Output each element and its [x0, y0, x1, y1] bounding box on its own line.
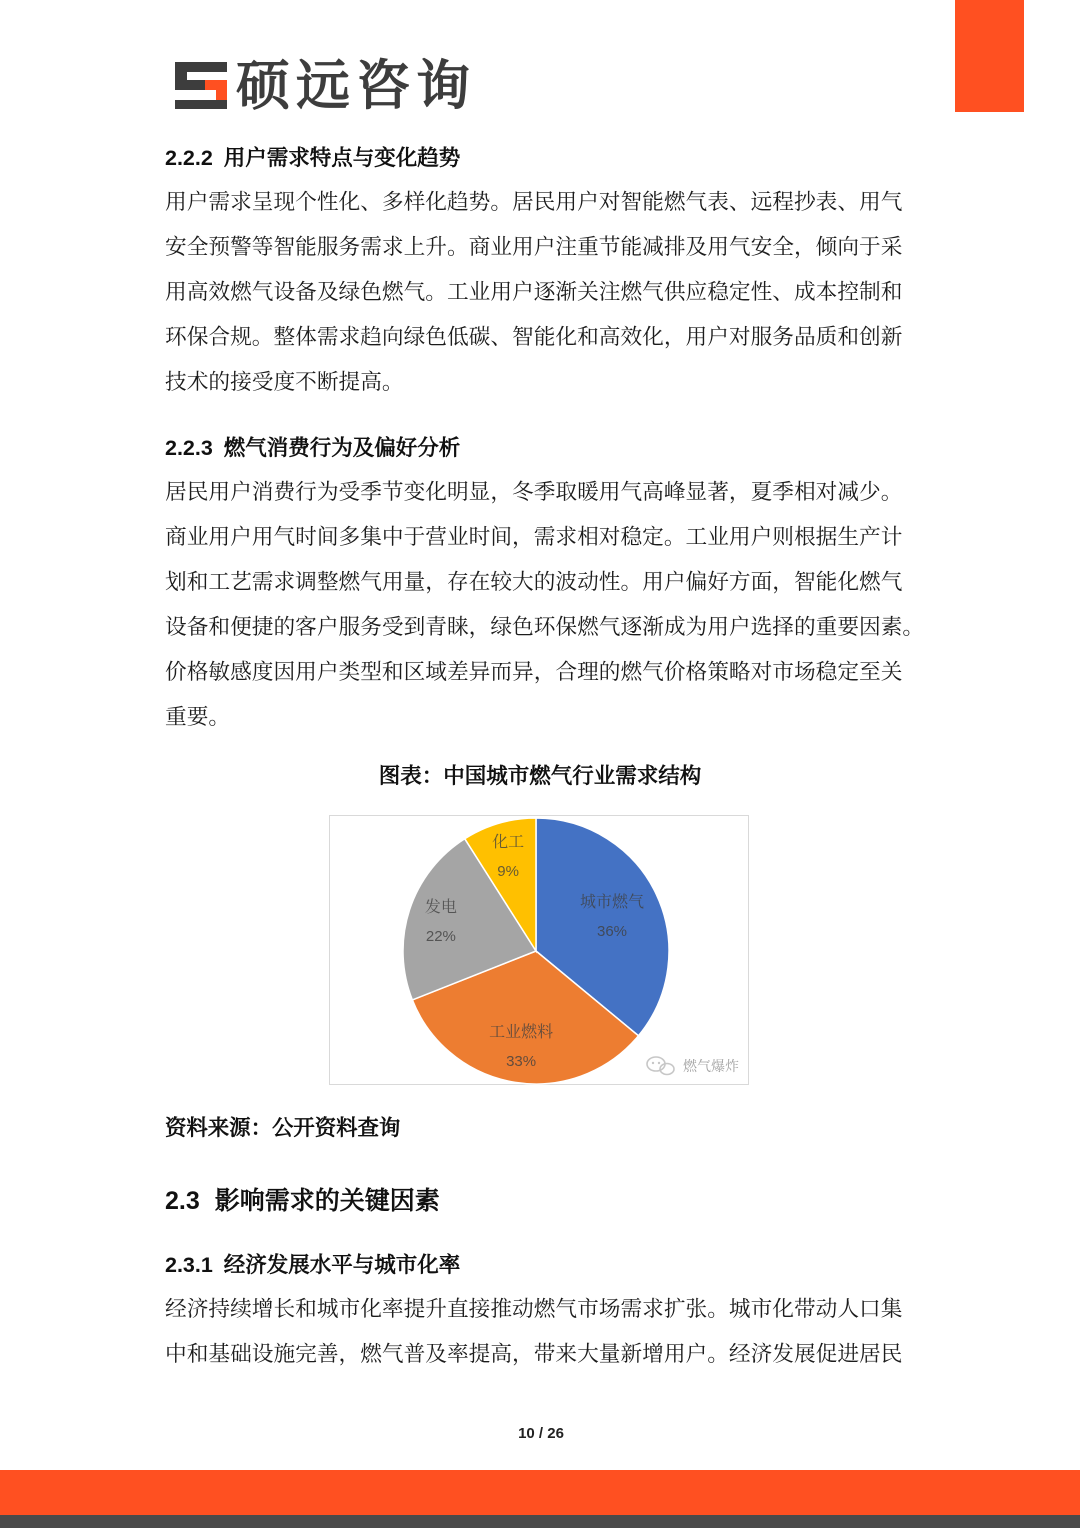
paragraph-line: 安全预警等智能服务需求上升。商业用户注重节能减排及用气安全，倾向于采: [165, 234, 903, 259]
paragraph-line: 中和基础设施完善，燃气普及率提高，带来大量新增用户。经济发展促进居民: [165, 1341, 903, 1366]
footer-accent-bar: [0, 1470, 1080, 1515]
section-paragraph-2-2-2: [165, 179, 935, 404]
paragraph-line: 重要。: [165, 704, 231, 729]
paragraph-line: 用高效燃气设备及绿色燃气。工业用户逐渐关注燃气供应稳定性、成本控制和: [165, 279, 903, 304]
paragraph-line: 价格敏感度因用户类型和区域差异而异，合理的燃气价格策略对市场稳定至关: [165, 659, 903, 684]
paragraph-line: 技术的接受度不断提高。: [165, 369, 404, 394]
paragraph-line: 环保合规。整体需求趋向绿色低碳、智能化和高效化，用户对服务品质和创新: [165, 324, 903, 349]
page-number: 10 / 26: [518, 1425, 564, 1442]
pie-value-label: 22%: [425, 928, 456, 946]
pie-category-label: 发电: [424, 899, 457, 917]
pie-value-label: 9%: [497, 863, 519, 880]
section-heading-2-2-2: 2.2.2 用户需求特点与变化趋势: [165, 146, 461, 170]
paragraph-line: 设备和便捷的客户服务受到青睐，绿色环保燃气逐渐成为用户选择的重要因素。: [165, 614, 925, 639]
section-paragraph-2-2-3: [165, 469, 935, 739]
section-heading-2-3-1: 2.3.1 经济发展水平与城市化率: [165, 1253, 461, 1277]
figure-caption: 图表：中国城市燃气行业需求结构: [378, 764, 702, 788]
paragraph-line: 用户需求呈现个性化、多样化趋势。居民用户对智能燃气表、远程抄表、用气: [165, 189, 903, 214]
section-paragraph-2-3-1: [165, 1286, 935, 1376]
paragraph-line: 居民用户消费行为受季节变化明显，冬季取暖用气高峰显著，夏季相对减少。: [165, 479, 903, 504]
pie-value-label: 33%: [506, 1052, 537, 1070]
pie-category-label: 工业燃料: [489, 1023, 554, 1041]
wechat-icon: [647, 1057, 674, 1075]
figure-source-note: 资料来源：公开资料查询: [165, 1116, 401, 1140]
footer-dark-bar: [0, 1515, 1080, 1528]
brand-logo-icon: [175, 62, 227, 109]
paragraph-line: 划和工艺需求调整燃气用量，存在较大的波动性。用户偏好方面，智能化燃气: [165, 569, 903, 594]
pie-chart-frame: [329, 815, 749, 1085]
section-heading-2-2-3: 2.2.3 燃气消费行为及偏好分析: [165, 436, 461, 460]
pie-category-label: 化工: [492, 834, 525, 851]
paragraph-line: 商业用户用气时间多集中于营业时间，需求相对稳定。工业用户则根据生产计: [165, 524, 903, 549]
watermark-text: 燃气爆炸: [683, 1058, 739, 1074]
brand-logo-text: 硕远咨询: [236, 56, 476, 116]
paragraph-line: 经济持续增长和城市化率提升直接推动燃气市场需求扩张。城市化带动人口集: [165, 1296, 903, 1321]
section-heading-2-3: 2.3 影响需求的关键因素: [165, 1187, 440, 1215]
pie-value-label: 36%: [596, 923, 628, 941]
corner-accent-block: [955, 0, 1024, 112]
pie-slices: [403, 818, 669, 1084]
pie-category-label: 城市燃气: [579, 894, 645, 912]
pie-chart: [329, 815, 749, 1085]
